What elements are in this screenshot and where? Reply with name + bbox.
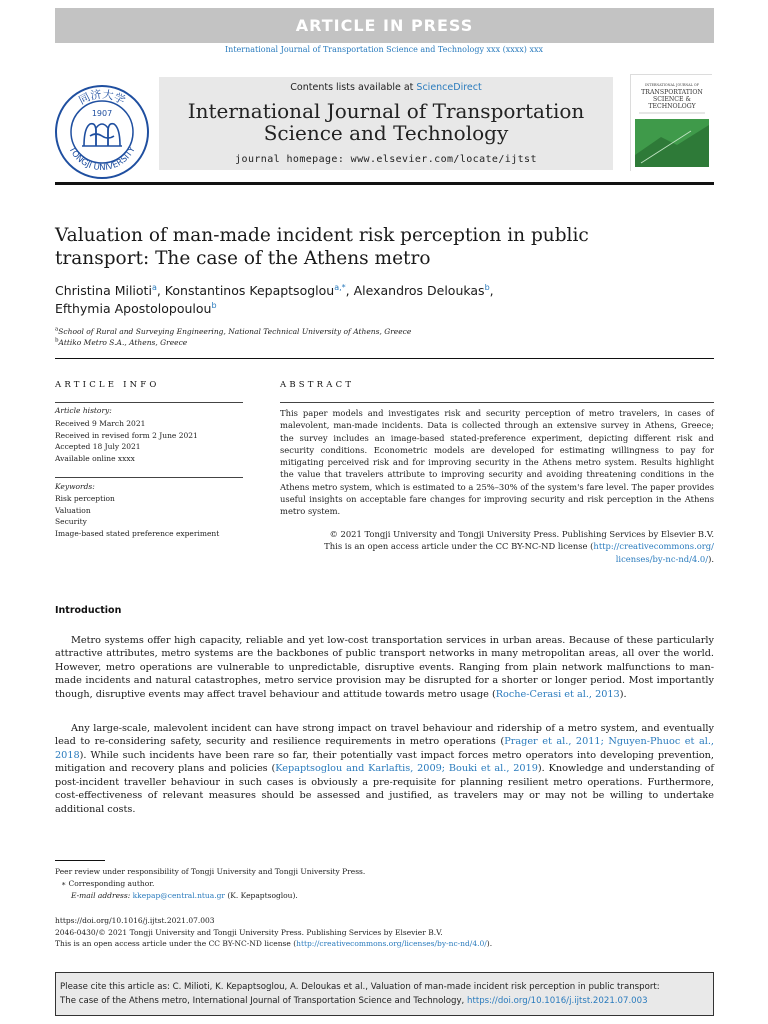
keyword-item: Image-based stated preference experiment (55, 529, 220, 539)
tongji-university-seal-icon (54, 84, 150, 180)
author-list (55, 282, 695, 318)
journal-title-line-2: Science and Technology (263, 121, 509, 145)
author-name: Christina Milioti (55, 283, 152, 298)
contents-line (159, 82, 613, 93)
article-info-heading: ARTICLE INFO (55, 380, 160, 390)
intro-paragraph-1 (55, 634, 714, 701)
email-suffix: (K. Kepaptsoglou). (227, 891, 298, 900)
banner-text: ARTICLE IN PRESS (295, 16, 474, 35)
paragraph-text: Metro systems offer high capacity, reliable and yet low-cost transportation services in urban areas. Because of these particularly attractive attributes, metro systems are the backbones of public transport networks in many metropolitan areas, all over the world. However, metro operations are vulnerable to unpredictable, disruptive events. Ranging from plain network malfunctions to man-made incidents and natural catastrophes, metro service provision may be disrupted for a shorter or longer period. Most importantly though, disruptive events may affect travel behaviour and attitude towards metro usage ( (55, 635, 714, 700)
logo-year: 1907 (91, 109, 113, 118)
journal-homepage[interactable]: journal homepage: www.elsevier.com/locate/ijtst (235, 154, 537, 165)
keywords-label: Keywords: (55, 482, 95, 491)
section-rule (55, 358, 714, 359)
oa-prefix: This is an open access article under the CC BY-NC-ND license ( (55, 939, 297, 948)
article-title-line-1: Valuation of man-made incident risk perception in public (55, 225, 589, 246)
footnote-rule (55, 860, 105, 861)
author-name: Efthymia Apostolopoulou (55, 301, 212, 316)
citation-line-1: Please cite this article as: C. Milioti, K. Kepaptsoglou, A. Deloukas et al., Valuation of man-made incident risk perception in public transport: (60, 982, 660, 992)
contents-prefix: Contents lists available at (290, 82, 417, 93)
sciencedirect-link[interactable]: ScienceDirect (416, 82, 482, 93)
article-info-rule (55, 402, 243, 403)
introduction-heading: Introduction (55, 605, 122, 616)
citation-link[interactable]: Roche-Cerasi et al., 2013 (495, 688, 620, 700)
license-link[interactable]: http://creativecommons.org/ (593, 541, 714, 552)
header-rule (55, 182, 714, 185)
author-affiliation-mark[interactable]: a (151, 282, 157, 292)
article-title (55, 224, 655, 270)
article-in-press-banner (55, 8, 714, 43)
affiliation-text: School of Rural and Surveying Engineering, National Technical University of Athens, Greece (58, 327, 412, 336)
keywords-rule (55, 477, 243, 478)
email-note (71, 890, 731, 901)
citation-text: The case of the Athens metro, International Journal of Transportation Science and Technology, (60, 996, 468, 1006)
article-history-label: Article history: (55, 406, 112, 415)
paragraph-text: ). While such incidents have been rare so far, their potentially vast impact forces metro operators into developing prevention, mitigation and recovery plans and policies ( (55, 749, 714, 775)
cover-title-line-2: SCIENCE & (652, 96, 692, 103)
license-line-2 (280, 553, 714, 565)
license-line (280, 540, 714, 552)
journal-title-line-1: International Journal of Transportation (187, 99, 585, 123)
author-affiliation-mark[interactable]: a,* (334, 282, 346, 292)
citation-doi-link[interactable]: https://doi.org/10.1016/j.ijtst.2021.07.003 (467, 996, 648, 1006)
abstract-text (280, 407, 714, 518)
affiliation-mark: a (55, 326, 59, 333)
logo-text-top: 同济大学 (76, 87, 128, 108)
author-separator: , (489, 283, 494, 298)
citation-link[interactable]: Prager et al., 2011; Nguyen-Phuoc et al., 2018 (55, 736, 714, 761)
citation-line-2 (60, 994, 710, 1008)
copyright-line: © 2021 Tongji University and Tongji University Press. Publishing Services by Elsevier B.V. (329, 529, 714, 539)
license-prefix: This is an open access article under the CC BY-NC-ND license ( (324, 541, 594, 552)
keyword-item: Valuation (55, 505, 91, 515)
journal-cover-thumbnail (630, 74, 712, 171)
affiliation-b (55, 338, 187, 347)
logo-text-bottom: TONGJI UNIVERSITY (66, 145, 138, 174)
author-name: Konstantinos Kepaptsoglou (164, 283, 335, 298)
citation-box (55, 972, 714, 1016)
asterisk-mark: ∗ (61, 879, 69, 888)
email-label: E-mail address: (71, 891, 131, 900)
affiliation-a (55, 327, 411, 336)
author-affiliation-mark[interactable]: b (484, 282, 490, 292)
email-link[interactable]: kkepap@central.ntua.gr (132, 891, 225, 900)
abstract-heading: ABSTRACT (280, 380, 355, 390)
abstract-paragraph: This paper models and investigates risk and security perception of metro travelers, in cases of malevolent, man-made incidents. Data is collected through an extensive survey in Athens, Greece; the survey includes an image-based stated-preference experiment, depicting different risk and security conditions. Econometric models are developed for estimating willingness to pay for mitigating perceived risk and for improving security in the Athens metro system. Results highlight the value that travelers attribute to improving security and avoiding threatening conditions in the Athens metro system, which is estimated to a 25%–30% of the system's fare level. The paper provides useful insights on acceptable fare changes for improving security and risk perception in the Athens metro system. (280, 408, 714, 517)
paragraph-text: ). (619, 688, 627, 700)
journal-reference-link[interactable]: International Journal of Transportation Science and Technology xxx (xxxx) xxx (225, 45, 543, 54)
corresponding-author-note (61, 878, 721, 889)
history-item: Received 9 March 2021 (55, 419, 146, 428)
license-suffix: ). (708, 553, 714, 564)
keyword-item: Risk perception (55, 494, 115, 503)
oa-license-link[interactable]: http://creativecommons.org/licenses/by-nc-nd/4.0/ (296, 939, 487, 948)
cover-title-line-3: TECHNOLOGY (648, 103, 696, 110)
author-separator: , (156, 283, 165, 298)
affiliation-mark: b (55, 337, 59, 344)
open-access-line (55, 938, 715, 949)
license-link-continued[interactable]: licenses/by-nc-nd/4.0/ (615, 553, 709, 564)
cover-small-text: INTERNATIONAL JOURNAL OF (645, 83, 699, 87)
abstract-rule (280, 402, 714, 403)
author-name: Alexandros Deloukas (353, 283, 485, 298)
keyword-item: Security (55, 517, 87, 527)
peer-review-note: Peer review under responsibility of Tongji University and Tongji University Press. (55, 867, 366, 876)
article-history-list (55, 418, 245, 465)
history-item: Accepted 18 July 2021 (55, 442, 141, 452)
cover-title-line-1: TRANSPORTATION (641, 89, 703, 96)
paragraph-text: ). Knowledge and understanding of post-incident traveller behaviour in such cases is obviously a pre-requisite for planning resilient metro operations. Furthermore, cost-effectiveness of relevant measures should be assessed and justified, as travelers may or may not be willing to undertake additional costs. (55, 763, 715, 815)
abstract-copyright (280, 528, 714, 565)
intro-paragraph-2 (55, 722, 714, 816)
history-item: Available online xxxx (55, 454, 135, 464)
keyword-list (55, 493, 245, 540)
citation-link[interactable]: Kepaptsoglou and Karlaftis, 2009; Bouki et al., 2019 (275, 763, 538, 775)
author-affiliation-mark[interactable]: b (211, 300, 217, 310)
issn-line: 2046-0430/© 2021 Tongji University and Tongji University Press. Publishing Services by Elsevier B.V. (55, 928, 443, 937)
doi-link[interactable]: https://doi.org/10.1016/j.ijtst.2021.07.003 (55, 916, 215, 925)
article-title-line-2: transport: The case of the Athens metro (55, 248, 431, 269)
affiliation-text: Attiko Metro S.A., Athens, Greece (58, 338, 188, 347)
author-separator: , (345, 283, 354, 298)
oa-suffix: ). (486, 939, 493, 948)
journal-title (159, 100, 613, 144)
paragraph-text: Any large-scale, malevolent incident can have strong impact on travel behaviour and ridership of a metro system, and eventually lead to re-considering safety, security and resilience requirements in metro operations ( (55, 723, 714, 748)
corresponding-text: Corresponding author. (68, 879, 155, 888)
history-item: Received in revised form 2 June 2021 (55, 430, 198, 440)
